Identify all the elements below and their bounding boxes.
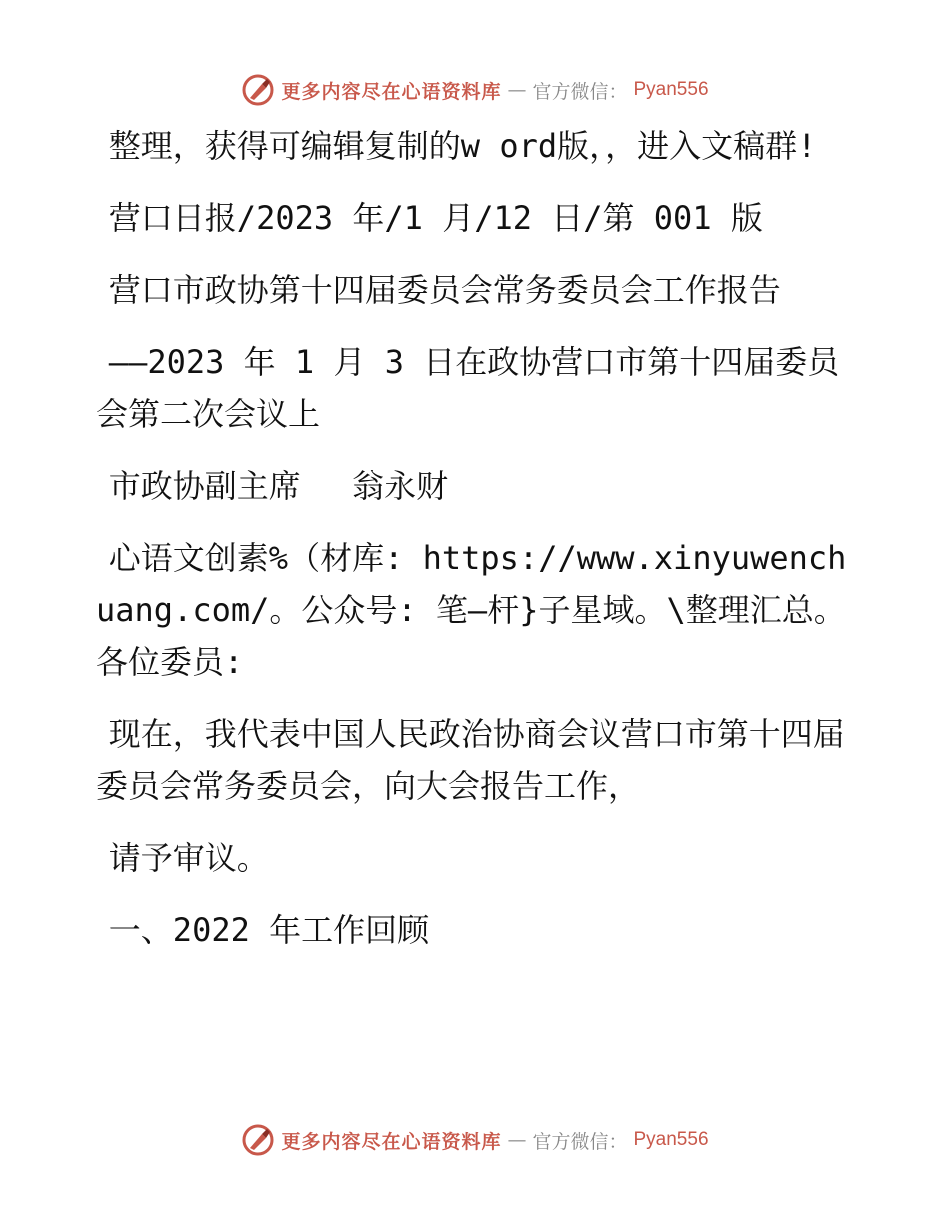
banner-separator: — <box>507 79 527 101</box>
document-author: 市政协副主席 翁永财 <box>108 467 449 505</box>
banner-site-text: 更多内容尽在心语资料库 <box>281 80 502 103</box>
header-watermark-banner <box>0 70 950 110</box>
document-subtitle: ——2023 年 1 月 3 日在政协营口市第十四届委员会第二次会议上 <box>96 343 840 433</box>
banner-wechat-label: 官方微信： <box>532 80 628 103</box>
paragraph-opening: 现在，我代表中国人民政治协商会议营口市第十四届委员会常务委员会，向大会报告工作， <box>96 715 845 805</box>
document-body <box>96 120 856 956</box>
document-title: 营口市政协第十四届委员会常务委员会工作报告 <box>108 271 781 309</box>
footer-watermark-banner <box>0 1120 950 1160</box>
banner-wechat-id: Pyan556 <box>633 79 709 100</box>
paragraph-request: 请予审议。 <box>108 839 269 877</box>
pen-nib-logo-icon <box>241 1123 275 1157</box>
paragraph-notice: 心语文创素%（材库: https://www.xinyuwenchuang.com/。公众号: 笔—杆}子星域。\整理汇总。各位委员: <box>96 539 847 681</box>
section-heading: 一、2022 年工作回顾 <box>108 911 430 949</box>
banner-site-text: 更多内容尽在心语资料库 <box>281 1130 502 1153</box>
banner-separator: — <box>507 1129 527 1151</box>
banner-wechat-label: 官方微信： <box>532 1130 628 1153</box>
pen-nib-logo-icon <box>241 73 275 107</box>
banner-wechat-id: Pyan556 <box>633 1129 709 1150</box>
paragraph-source: 营口日报/2023 年/1 月/12 日/第 001 版 <box>108 199 763 237</box>
paragraph-intro: 整理，获得可编辑复制的w ord版，，进入文稿群! <box>108 127 817 165</box>
